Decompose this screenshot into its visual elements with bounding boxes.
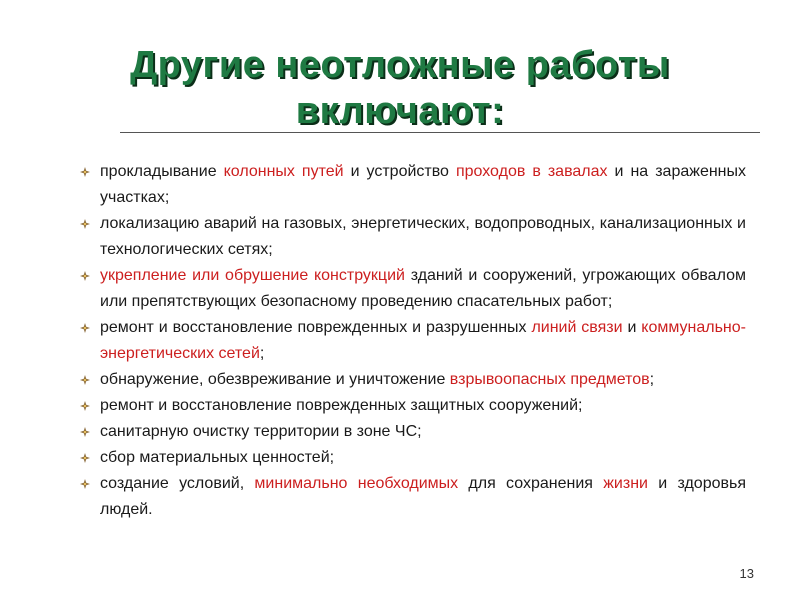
- slide-title: [40, 42, 760, 134]
- item-text: ремонт и восстановление поврежденных защитных сооружений;: [100, 397, 583, 414]
- title-line-1: Другие неотложные работы: [130, 44, 670, 86]
- bullet-icon: [80, 219, 90, 229]
- item-text: локализацию аварий на газовых, энергетических, водопроводных, канализационных и технологических сетях;: [100, 215, 746, 258]
- item-text: и здоровья людей.: [100, 475, 746, 518]
- item-text: ;: [649, 371, 655, 388]
- bullet-icon: [80, 271, 90, 281]
- highlighted-text: взрывоопасных предметов: [449, 371, 650, 388]
- item-text: ;: [259, 345, 265, 362]
- highlighted-text: проходов в завалах: [455, 163, 608, 180]
- list-item: [78, 393, 746, 419]
- item-text: создание условий,: [100, 475, 255, 492]
- item-text: обнаружение, обезвреживание и уничтожение: [100, 371, 450, 388]
- item-text: прокладывание: [100, 163, 224, 180]
- bullet-icon: [80, 401, 90, 411]
- bullet-icon: [80, 479, 90, 489]
- bullet-list: [78, 159, 746, 523]
- highlighted-text: жизни: [603, 475, 648, 492]
- item-text: для сохранения: [458, 475, 604, 492]
- highlighted-text: колонных путей: [223, 163, 344, 180]
- item-text: ремонт и восстановление поврежденных и разрушенных: [100, 319, 532, 336]
- list-item: [78, 367, 746, 393]
- list-item: [78, 315, 746, 367]
- highlighted-text: коммунально-энергетических сетей: [100, 319, 746, 362]
- item-text: и на зараженных участках;: [100, 163, 747, 206]
- item-text: зданий и сооружений, угрожающих обвалом или препятствующих безопасному проведению спасательных работ;: [100, 267, 746, 310]
- list-item: [78, 159, 746, 211]
- list-item: [78, 471, 746, 523]
- list-item: [78, 419, 746, 445]
- bullet-icon: [80, 167, 90, 177]
- bullet-icon: [80, 375, 90, 385]
- item-text: и устройство: [343, 163, 456, 180]
- list-item: [78, 263, 746, 315]
- highlighted-text: укрепление или обрушение конструкций: [100, 267, 405, 284]
- title-divider: [120, 132, 760, 133]
- title-line-2: включают:: [295, 90, 505, 132]
- list-item: [78, 211, 746, 263]
- highlighted-text: линий связи: [531, 319, 623, 336]
- bullet-icon: [80, 427, 90, 437]
- bullet-icon: [80, 323, 90, 333]
- highlighted-text: минимально необходимых: [254, 475, 459, 492]
- item-text: сбор материальных ценностей;: [100, 449, 335, 466]
- list-item: [78, 445, 746, 471]
- page-number: 13: [739, 566, 754, 581]
- item-text: и: [622, 319, 642, 336]
- item-text: санитарную очистку территории в зоне ЧС;: [100, 423, 422, 440]
- bullet-icon: [80, 453, 90, 463]
